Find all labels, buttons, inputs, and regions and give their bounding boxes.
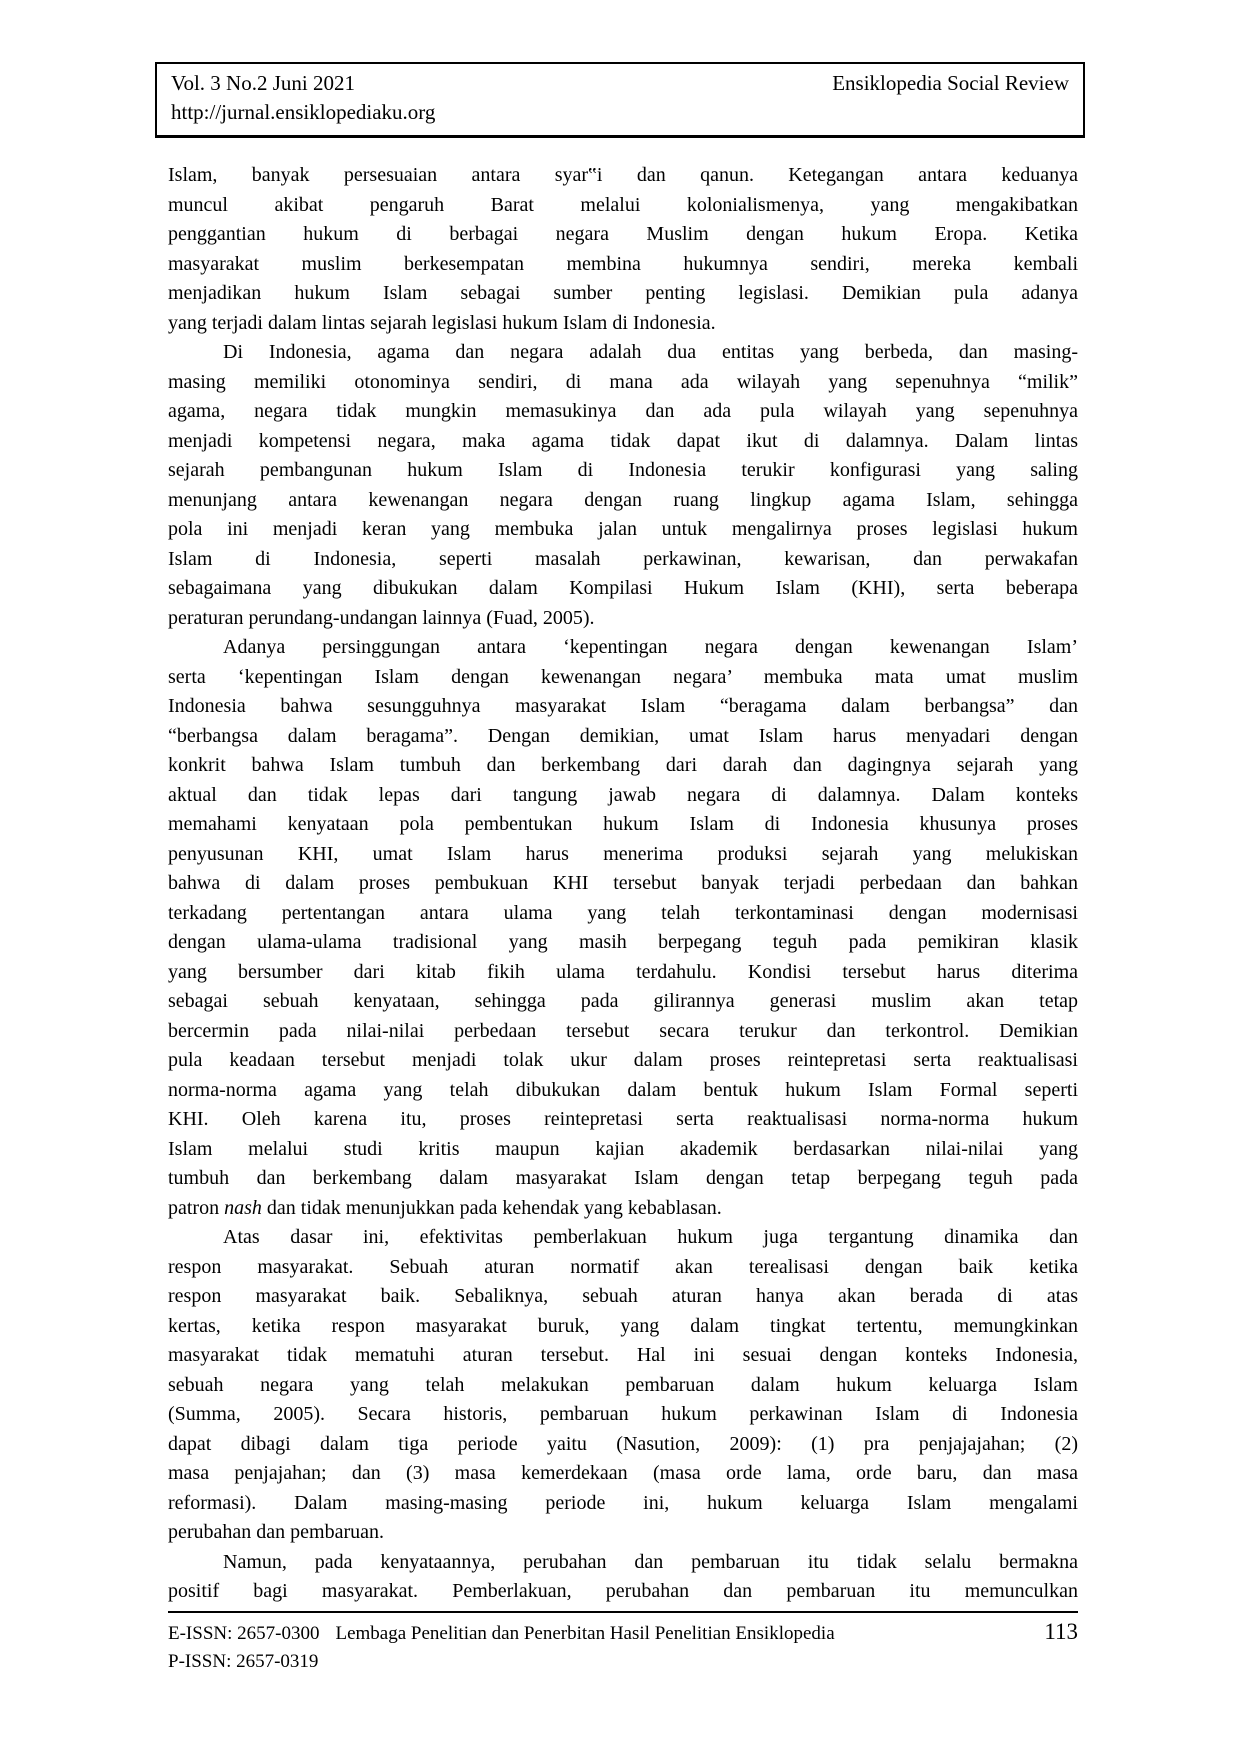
body-line: kertas, ketika respon masyarakat buruk, yang dalam tingkat tertentu, memungkinkan (168, 1314, 1078, 1337)
body-line: perubahan dan pembaruan. (168, 1521, 385, 1543)
body-line: Di Indonesia, agama dan negara adalah dua entitas yang berbeda, dan masing- (223, 341, 1078, 363)
footer (168, 1611, 1078, 1676)
body-line: tumbuh dan berkembang dalam masyarakat Islam dengan tetap berpegang teguh pada (168, 1167, 1078, 1189)
body-line: menunjang antara kewenangan negara dengan ruang lingkup agama Islam, sehingga (168, 488, 1078, 511)
body-line: norma-norma agama yang telah dibukukan dalam bentuk hukum Islam Formal seperti (168, 1078, 1078, 1101)
body-line: reformasi). Dalam masing-masing periode ini, hukum keluarga Islam mengalami (168, 1491, 1078, 1514)
body-line: yang terjadi dalam lintas sejarah legislasi hukum Islam di Indonesia. (168, 311, 716, 334)
body-line: Islam, banyak persesuaian antara syar‟i dan qanun. Ketegangan antara keduanya (168, 164, 1078, 186)
body-line: Namun, pada kenyataannya, perubahan dan pembaruan itu tidak selalu bermakna (223, 1550, 1078, 1573)
body-line: sejarah pembangunan hukum Islam di Indonesia terukir konfigurasi yang saling (168, 459, 1078, 481)
body-line: positif bagi masyarakat. Pemberlakuan, perubahan dan pembaruan itu memunculkan (168, 1580, 1078, 1602)
body-line: masyarakat tidak mematuhi aturan tersebut. Hal ini sesuai dengan konteks Indonesia, (168, 1344, 1078, 1366)
page-number: 113 (1044, 1619, 1078, 1644)
body-line: respon masyarakat. Sebuah aturan normatif akan terealisasi dengan baik ketika (168, 1255, 1078, 1278)
body-line: agama, negara tidak mungkin memasukinya dan ada pula wilayah yang sepenuhnya (168, 400, 1078, 422)
body-line: penyusunan KHI, umat Islam harus menerima produksi sejarah yang melukiskan (168, 842, 1078, 865)
body-line: sebagai sebuah kenyataan, sehingga pada gilirannya generasi muslim akan tetap (168, 990, 1078, 1012)
body-line: aktual dan tidak lepas dari tangung jawab negara di dalamnya. Dalam konteks (168, 783, 1078, 806)
body-line: Islam di Indonesia, seperti masalah perkawinan, kewarisan, dan perwakafan (168, 547, 1078, 570)
body-line: memahami kenyataan pola pembentukan hukum Islam di Indonesia khusunya proses (168, 813, 1078, 835)
eissn-label: E-ISSN: 2657-0300 (168, 1623, 320, 1644)
body-line: dengan ulama-ulama tradisional yang masih berpegang teguh pada pemikiran klasik (168, 931, 1078, 953)
publisher-label: Lembaga Penelitian dan Penerbitan Hasil Penelitian Ensiklopedia (335, 1623, 835, 1644)
body-line: peraturan perundang-undangan lainnya (Fuad, 2005). (168, 606, 595, 629)
volume-label: Vol. 3 No.2 Juni 2021 (171, 71, 355, 95)
journal-title: Ensiklopedia Social Review (832, 71, 1069, 95)
body-line: penggantian hukum di berbagai negara Muslim dengan hukum Eropa. Ketika (168, 223, 1078, 245)
body-line: (Summa, 2005). Secara historis, pembaruan hukum perkawinan Islam di Indonesia (168, 1403, 1078, 1425)
body-line: menjadi kompetensi negara, maka agama tidak dapat ikut di dalamnya. Dalam lintas (168, 429, 1078, 452)
body-line: patron nash dan tidak menunjukkan pada kehendak yang kebablasan. (168, 1196, 722, 1219)
body-text (168, 161, 1078, 1607)
body-line: Atas dasar ini, efektivitas pemberlakuan hukum juga tergantung dinamika dan (223, 1226, 1078, 1248)
body-line: Islam melalui studi kritis maupun kajian akademik berdasarkan nilai-nilai yang (168, 1137, 1078, 1160)
body-line: pula keadaan tersebut menjadi tolak ukur dalam proses reintepretasi serta reaktualisasi (168, 1049, 1078, 1071)
body-line: sebuah negara yang telah melakukan pembaruan dalam hukum keluarga Islam (168, 1373, 1078, 1396)
body-line: bercermin pada nilai-nilai perbedaan tersebut secara terukur dan terkontrol. Demikian (168, 1019, 1078, 1042)
body-line: sebagaimana yang dibukukan dalam Kompilasi Hukum Islam (KHI), serta beberapa (168, 577, 1078, 599)
header-box (155, 62, 1085, 138)
body-line: terkadang pertentangan antara ulama yang telah terkontaminasi dengan modernisasi (168, 901, 1078, 924)
pissn-label: P-ISSN: 2657-0319 (168, 1651, 319, 1672)
body-line: muncul akibat pengaruh Barat melalui kolonialismenya, yang mengakibatkan (168, 193, 1078, 216)
body-line: pola ini menjadi keran yang membuka jalan untuk mengalirnya proses legislasi hukum (168, 518, 1078, 540)
footer-row1 (168, 1618, 1078, 1648)
body-line: Indonesia bahwa sesungguhnya masyarakat Islam “beragama dalam berbangsa” dan (168, 695, 1078, 717)
journal-url: http://jurnal.ensiklopediaku.org (171, 100, 436, 124)
header-row (171, 69, 1069, 98)
body-line: masa penjajahan; dan (3) masa kemerdekaan (masa orde lama, orde baru, dan masa (168, 1462, 1078, 1484)
body-line: serta ‘kepentingan Islam dengan kewenangan negara’ membuka mata umat muslim (168, 665, 1078, 688)
body-line: respon masyarakat baik. Sebaliknya, sebuah aturan hanya akan berada di atas (168, 1285, 1078, 1307)
body-line: yang bersumber dari kitab fikih ulama terdahulu. Kondisi tersebut harus diterima (168, 960, 1078, 983)
body-line: “berbangsa dalam beragama”. Dengan demikian, umat Islam harus menyadari dengan (168, 724, 1078, 747)
body-line: Adanya persinggungan antara ‘kepentingan negara dengan kewenangan Islam’ (223, 636, 1078, 658)
body-line: masing memiliki otonominya sendiri, di mana ada wilayah yang sepenuhnya “milik” (168, 370, 1078, 393)
body-line: dapat dibagi dalam tiga periode yaitu (Nasution, 2009): (1) pra penjajajahan; (2) (168, 1432, 1078, 1455)
body-line: menjadikan hukum Islam sebagai sumber penting legislasi. Demikian pula adanya (168, 282, 1078, 304)
body-line: bahwa di dalam proses pembukuan KHI tersebut banyak terjadi perbedaan dan bahkan (168, 872, 1078, 894)
body-line: KHI. Oleh karena itu, proses reintepretasi serta reaktualisasi norma-norma hukum (168, 1108, 1078, 1130)
body-line: masyarakat muslim berkesempatan membina hukumnya sendiri, mereka kembali (168, 252, 1078, 275)
body-line: konkrit bahwa Islam tumbuh dan berkembang dari darah dan dagingnya sejarah yang (168, 754, 1078, 776)
